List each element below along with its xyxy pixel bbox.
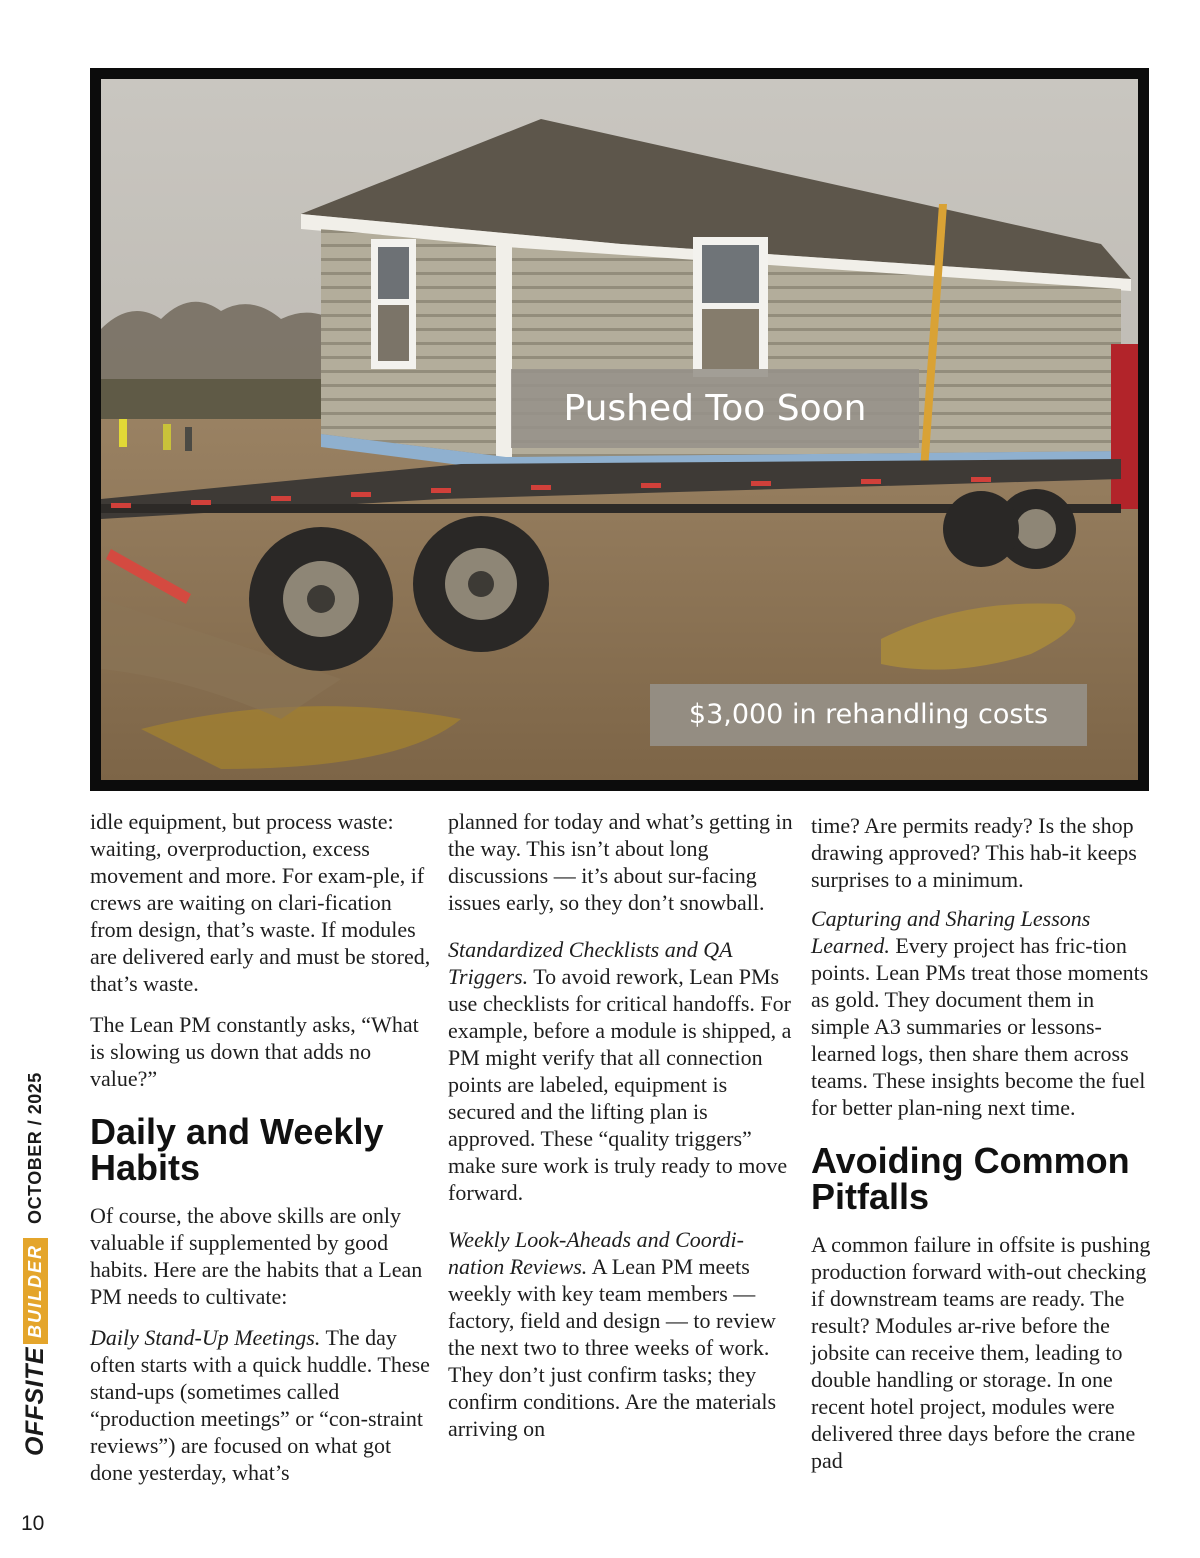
article-column-2 [448, 808, 793, 1456]
paragraph: A common failure in offsite is pushing production forward with-out checking if downstream teams are ready. The result? Modules ar-rive before the jobsite can receive them, leading to double handling or storage. In one recent hotel project, modules were delivered three days before the crane pad [811, 1232, 1151, 1473]
article-column-1 [90, 808, 435, 1500]
issue-date: OCTOBER / 2025 [24, 1072, 45, 1224]
article-column-3 [811, 812, 1156, 1488]
magazine-logo-builder: BUILDER [23, 1238, 48, 1344]
paragraph-body: A Lean PM meets weekly with key team members — factory, field and design — to review the next two to three weeks of work. They don’t just confirm tasks; they confirm conditions. Are the materials arriving on [448, 1254, 777, 1441]
paragraph: planned for today and what’s getting in the way. This isn’t about long discussions — it’s about sur-facing issues early, so they don’t snowball. [448, 809, 793, 915]
photo-caption-cost: $3,000 in rehandling costs [650, 684, 1087, 746]
paragraph: time? Are permits ready? Is the shop drawing approved? This hab-it keeps surprises to a minimum. [811, 813, 1137, 892]
paragraph [448, 936, 793, 1206]
paragraph-lead-italic: Daily Stand-Up Meetings. [90, 1325, 321, 1350]
section-heading-daily-weekly-habits: Daily and Weekly Habits [90, 1111, 384, 1188]
paragraph-body: To avoid rework, Lean PMs use checklists for critical handoffs. For example, before a module is shipped, a PM might verify that all connection points are labeled, equipment is secured and the lifting plan is approved. These “quality triggers” make sure work is truly ready to move forward. [448, 964, 792, 1205]
paragraph-lead-italic: Standardized Checklists and QA Triggers. [448, 937, 733, 989]
paragraph: Of course, the above skills are only valuable if supplemented by good habits. Here are the habits that a Lean PM needs to cultivate: [90, 1203, 423, 1309]
paragraph: idle equipment, but process waste: waiting, overproduction, excess movement and more. For exam-ple, if crews are waiting on clari-fication from design, that’s waste. If modules are delivered early and must be stored, that’s waste. [90, 809, 431, 996]
paragraph-lead-italic: Weekly Look-Aheads and Coordi-nation Reviews. [448, 1227, 744, 1279]
vertical-folio [18, 1072, 52, 1470]
magazine-logo-offsite: OFFSITE [20, 1346, 49, 1456]
paragraph-lead-italic: Capturing and Sharing Lessons Learned. [811, 906, 1091, 958]
paragraph [448, 1226, 793, 1442]
paragraph-body: The day often starts with a quick huddle. These stand-ups (sometimes called “production meetings” or “con-straint reviews”) are focused on what got done yesterday, what’s [90, 1325, 430, 1485]
article-photo [90, 68, 1149, 791]
paragraph [90, 1324, 435, 1486]
paragraph-body: Every project has fric-tion points. Lean PMs treat those moments as gold. They document them in simple A3 summaries or lessons-learned logs, then share them across teams. These insights become the fuel for better plan-ning next time. [811, 933, 1149, 1120]
section-heading-avoiding-pitfalls: Avoiding Common Pitfalls [811, 1140, 1130, 1217]
paragraph [811, 905, 1156, 1121]
photo-caption-title: Pushed Too Soon [511, 369, 919, 448]
paragraph: The Lean PM constantly asks, “What is slowing us down that adds no value?” [90, 1012, 419, 1091]
page-number: 10 [21, 1512, 45, 1535]
